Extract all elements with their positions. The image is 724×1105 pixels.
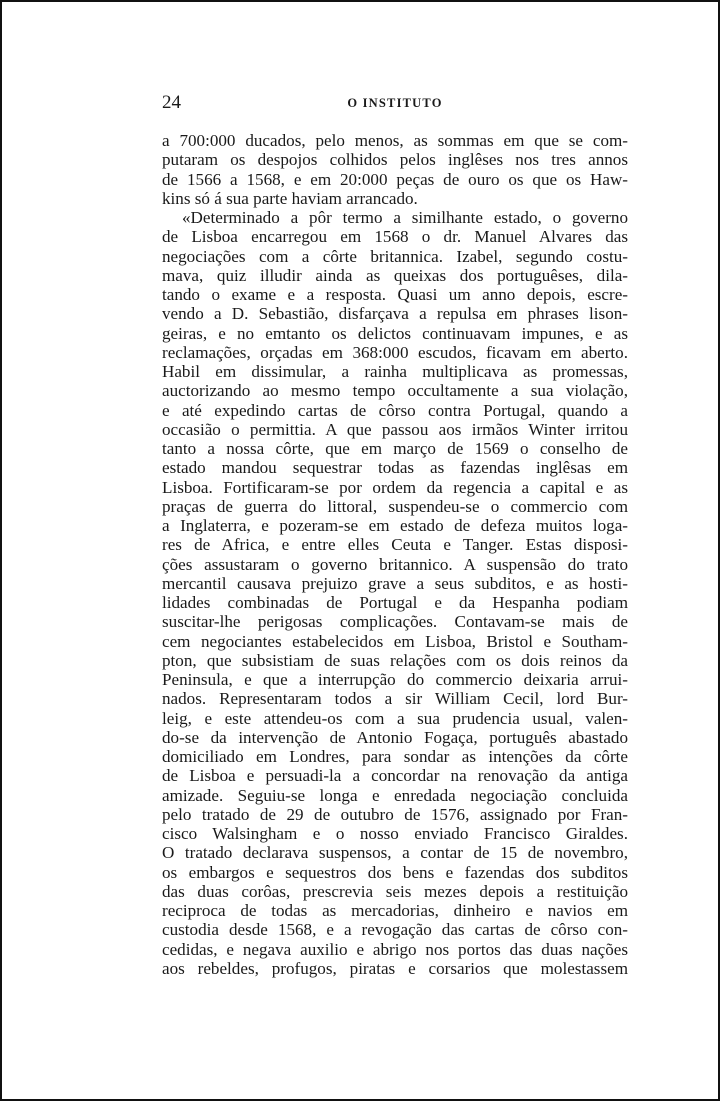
text-line: mava, quiz illudir ainda as queixas dos portuguêses, dila- bbox=[162, 265, 628, 285]
text-line: e até expedindo cartas de côrso contra Portugal, quando a bbox=[162, 400, 628, 420]
text-line: negociações com a côrte britannica. Izabel, segundo costu- bbox=[162, 246, 628, 266]
text-line: kins só á sua parte haviam arrancado. bbox=[162, 188, 418, 208]
text-line: occasião o permittia. A que passou aos irmãos Winter irritou bbox=[162, 419, 628, 439]
text-line: auctorizando ao mesmo tempo occultamente a sua violação, bbox=[162, 381, 628, 401]
text-line: amizade. Seguiu-se longa e enredada negociação concluida bbox=[162, 785, 628, 805]
body-text bbox=[162, 131, 628, 978]
text-line: cem negociantes estabelecidos em Lisboa, Bristol e Southam- bbox=[162, 631, 628, 651]
text-line: pelo tratado de 29 de outubro de 1576, assignado por Fran- bbox=[162, 804, 628, 824]
text-line: O tratado declarava suspensos, a contar de 15 de novembro, bbox=[162, 843, 628, 863]
text-line: de Lisboa e persuadi-la a concordar na renovação da antiga bbox=[162, 766, 628, 786]
text-line: do-se da intervenção de Antonio Fogaça, português abastado bbox=[162, 727, 628, 747]
text-line: leig, e este attendeu-os com a sua prudencia usual, valen- bbox=[162, 708, 628, 728]
page-header bbox=[162, 91, 628, 115]
text-line: Lisboa. Fortificaram-se por ordem da regencia a capital e as bbox=[162, 477, 628, 497]
text-line: Peninsula, e que a interrupção do commercio deixaria arrui- bbox=[162, 670, 628, 689]
text-line: a Inglaterra, e pozeram-se em estado de defeza muitos loga- bbox=[162, 516, 628, 535]
text-line: das duas corôas, prescrevia seis mezes depois a restituição bbox=[162, 881, 628, 901]
text-line: ções assustaram o governo britannico. A suspensão do trato bbox=[162, 554, 628, 574]
text-line: estado mandou sequestrar todas as fazendas inglêsas em bbox=[162, 458, 628, 478]
page-number: 24 bbox=[162, 92, 181, 113]
text-line: praças de guerra do littoral, suspendeu-se o commercio com bbox=[162, 496, 628, 516]
text-line: «Determinado a pôr termo a similhante estado, o governo bbox=[182, 208, 628, 227]
text-line: nados. Representaram todos a sir William Cecil, lord Bur- bbox=[162, 689, 628, 709]
text-line: tando o exame e a resposta. Quasi um anno depois, escre- bbox=[162, 285, 628, 304]
text-line: a 700:000 ducados, pelo menos, as sommas em que se com- bbox=[162, 131, 628, 150]
text-line: res de Africa, e entre elles Ceuta e Tanger. Estas disposi- bbox=[162, 535, 628, 555]
text-line: aos rebeldes, profugos, piratas e corsarios que molestassem bbox=[162, 958, 628, 978]
text-line: de Lisboa encarregou em 1568 o dr. Manuel Alvares das bbox=[162, 227, 628, 247]
text-line: vendo a D. Sebastião, disfarçava a repulsa em phrases lison- bbox=[162, 304, 628, 324]
running-title: O INSTITUTO bbox=[347, 96, 443, 110]
text-line: de 1566 a 1568, e em 20:000 peças de ouro os que os Haw- bbox=[162, 169, 628, 189]
text-line: custodia desde 1568, e a revogação das cartas de côrso con- bbox=[162, 920, 628, 940]
text-line: mercantil causava prejuizo grave a seus subditos, e as hosti- bbox=[162, 573, 628, 593]
text-line: reclamações, orçadas em 368:000 escudos, ficavam em aberto. bbox=[162, 342, 628, 362]
text-line: geiras, e no emtanto os delictos continuavam impunes, e as bbox=[162, 323, 628, 343]
text-line: tanto a nossa côrte, que em março de 1569 o conselho de bbox=[162, 439, 628, 458]
text-line: cedidas, e negava auxilio e abrigo nos portos das duas nações bbox=[162, 939, 628, 959]
text-line: cisco Walsingham e o nosso enviado Francisco Giraldes. bbox=[162, 824, 628, 843]
text-line: putaram os despojos colhidos pelos inglêses nos tres annos bbox=[162, 150, 628, 170]
text-line: suscitar-lhe perigosas complicações. Contavam-se mais de bbox=[162, 612, 628, 632]
text-line: os embargos e sequestros dos bens e fazendas dos subditos bbox=[162, 862, 628, 882]
text-line: lidades combinadas de Portugal e da Hespanha podiam bbox=[162, 593, 628, 612]
text-line: domiciliado em Londres, para sondar as intenções da côrte bbox=[162, 747, 628, 766]
text-line: Habil em dissimular, a rainha multiplicava as promessas, bbox=[162, 362, 628, 381]
text-line: reciproca de todas as mercadorias, dinheiro e navios em bbox=[162, 901, 628, 920]
text-line: pton, que subsistiam de suas relações com os dois reinos da bbox=[162, 650, 628, 670]
